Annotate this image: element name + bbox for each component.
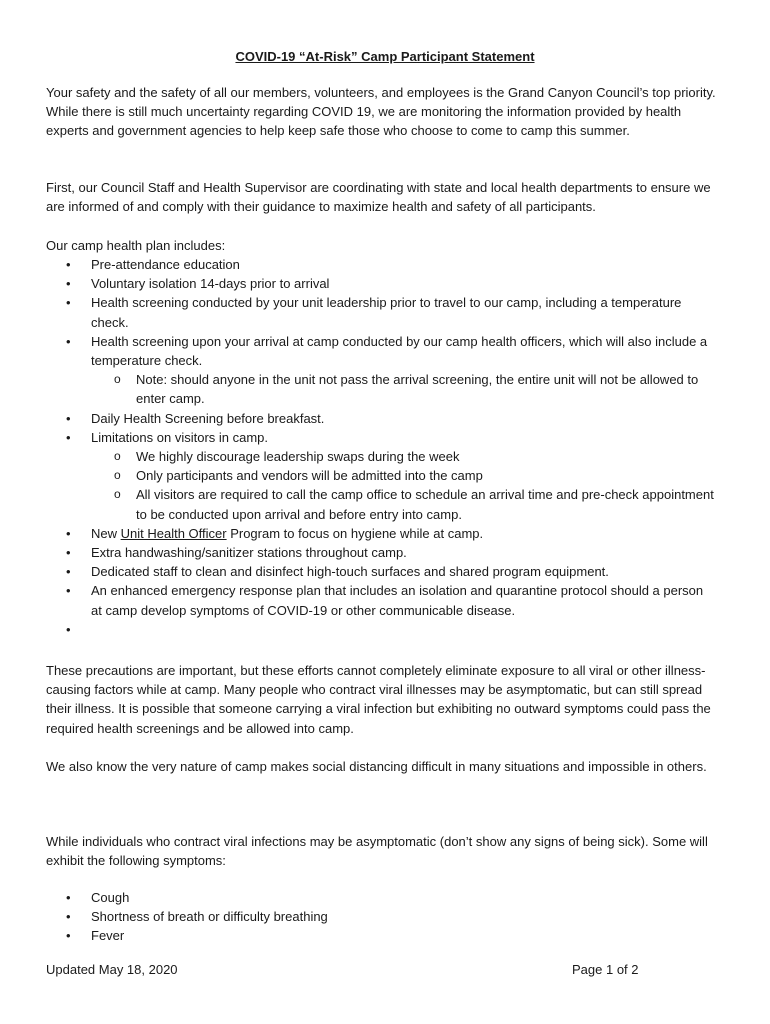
plan-heading: Our camp health plan includes: [46, 238, 226, 253]
list-item-text: Voluntary isolation 14-days prior to arrival [91, 276, 330, 292]
list-item [46, 562, 716, 581]
list-item-text: Health screening upon your arrival at camp conducted by our camp health officers, which will also include a temperature check. [91, 333, 708, 369]
sub-list-item-text: We highly discourage leadership swaps during the week [136, 449, 460, 465]
symptom-list [46, 888, 716, 946]
bullet-icon: • [66, 564, 71, 580]
footer-page-number: Page 1 of 2 [572, 962, 639, 977]
bullet-icon: • [66, 295, 71, 311]
list-item [46, 274, 716, 293]
coordination-paragraph: First, our Council Staff and Health Supervisor are coordinating with state and local health departments to ensure we are informed of and comply with their guidance to maximize health and safety of all participants. [46, 180, 711, 215]
empty-list-item [46, 620, 716, 639]
list-item [46, 409, 716, 428]
sub-list-item [91, 370, 716, 408]
circle-bullet-icon: o [114, 449, 121, 464]
list-item-text-prefix: New [91, 525, 121, 541]
footer-updated-date: Updated May 18, 2020 [46, 962, 178, 977]
list-item [46, 524, 716, 543]
bullet-icon: • [66, 410, 71, 426]
list-item [46, 581, 716, 619]
list-item-text [91, 622, 95, 637]
list-item [46, 293, 716, 331]
list-item-text: Daily Health Screening before breakfast. [91, 410, 325, 426]
list-item [46, 255, 716, 274]
list-item [46, 907, 716, 926]
sub-list [91, 370, 716, 408]
list-item-text: Limitations on visitors in camp. [91, 429, 269, 445]
bullet-icon: • [66, 909, 71, 925]
list-item [46, 428, 716, 524]
sub-list-item-text: Only participants and vendors will be admitted into the camp [136, 468, 483, 484]
bullet-icon: • [66, 583, 71, 599]
sub-list-item [91, 447, 716, 466]
sub-list-item [91, 485, 716, 523]
list-item-text: Health screening conducted by your unit leadership prior to travel to our camp, including a temperature check. [91, 295, 682, 330]
precautions-paragraph: These precautions are important, but these efforts cannot completely eliminate exposure to all viral or other illness-causing factors while at camp. Many people who contract viral illnesses may be asymptomatic, but can still spread their illness. It is possible that someone carrying a viral infection but exhibiting no outward symptoms could pass the required health screenings and be allowed into camp. [46, 663, 711, 736]
unit-health-officer-text: Unit Health Officer [120, 525, 227, 541]
bullet-icon: • [66, 429, 71, 445]
list-item-text: Fever [91, 928, 125, 944]
bullet-icon: • [66, 890, 71, 905]
list-item-text-suffix: Program to focus on hygiene while at camp. [226, 525, 484, 541]
bullet-icon: • [66, 621, 71, 637]
bullet-icon: • [66, 333, 71, 349]
sub-list-item-text: All visitors are required to call the camp office to schedule an arrival time and pre-check appointment to be conducted upon arrival and before entry into camp. [136, 487, 714, 522]
list-item-text: Cough [91, 890, 130, 905]
symptoms-intro-paragraph: While individuals who contract viral infections may be asymptomatic (don’t show any signs of being sick). Some will exhibit the following symptoms: [46, 834, 708, 869]
bullet-icon: • [66, 257, 71, 272]
intro-paragraph: Your safety and the safety of all our members, volunteers, and employees is the Grand Canyon Council’s top priority. While there is still much uncertainty regarding COVID 19, we are monitoring the information provided by health experts and government agencies to help keep safe those who choose to come to camp this summer. [46, 85, 716, 139]
list-item [46, 332, 716, 409]
social-distancing-paragraph: We also know the very nature of camp makes social distancing difficult in many situations and impossible in others. [46, 759, 707, 774]
bullet-icon: • [66, 525, 71, 541]
circle-bullet-icon: o [114, 468, 121, 483]
sub-list [91, 447, 716, 524]
bullet-icon: • [66, 545, 71, 561]
list-item-text: Pre-attendance education [91, 257, 240, 272]
list-item-text: Shortness of breath or difficulty breathing [91, 909, 328, 925]
sub-list-item-text: Note: should anyone in the unit not pass the arrival screening, the entire unit will not be allowed to enter camp. [136, 372, 699, 407]
bullet-icon: • [66, 276, 71, 292]
bullet-icon: • [66, 928, 71, 944]
list-item-text: An enhanced emergency response plan that includes an isolation and quarantine protocol should a person at camp develop symptoms of COVID-19 or other communicable disease. [91, 583, 704, 618]
list-item [46, 888, 716, 907]
plan-list [46, 255, 716, 639]
circle-bullet-icon: o [114, 487, 121, 502]
sub-list-item [91, 466, 716, 485]
list-item [46, 926, 716, 945]
list-item-text: Extra handwashing/sanitizer stations throughout camp. [91, 545, 407, 561]
list-item-text: Dedicated staff to clean and disinfect high-touch surfaces and shared program equipment. [91, 564, 609, 580]
list-item [46, 543, 716, 562]
document-title: COVID-19 “At-Risk” Camp Participant Statement [235, 49, 535, 64]
circle-bullet-icon: o [114, 372, 121, 387]
